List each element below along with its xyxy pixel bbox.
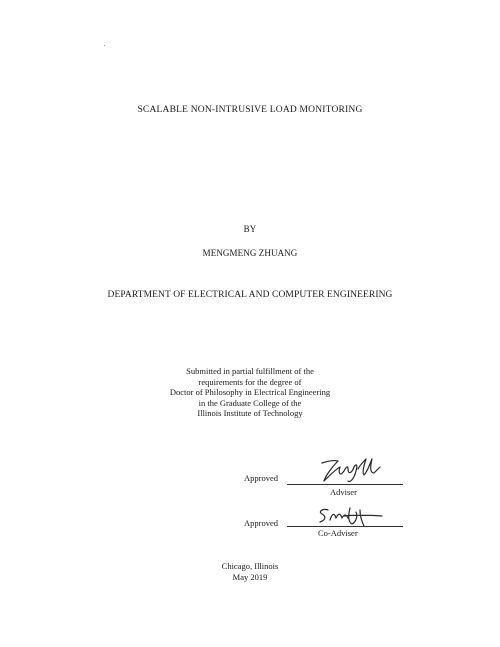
adviser-signature-line [287, 484, 403, 485]
location-and-date [0, 561, 500, 582]
co-adviser-role: Co-Adviser [318, 528, 358, 538]
submission-statement [0, 366, 500, 419]
date: May 2019 [232, 571, 268, 582]
submission-line: Submitted in partial fulfillment of the [186, 366, 314, 376]
co-adviser-signature [314, 504, 384, 528]
approved-label-adviser: Approved [244, 473, 278, 483]
location: Chicago, Illinois [221, 561, 279, 571]
author-name: MENGMENG ZHUANG [202, 248, 298, 258]
submission-line: in the Graduate College of the [198, 397, 302, 408]
by-label: BY [243, 224, 257, 234]
submission-line: Doctor of Philosophy in Electrical Engineering [169, 387, 331, 397]
department-name: DEPARTMENT OF ELECTRICAL AND COMPUTER ENGINEERING [107, 290, 393, 300]
adviser-role: Adviser [330, 487, 357, 497]
thesis-title: SCALABLE NON-INTRUSIVE LOAD MONITORING [137, 105, 363, 115]
adviser-signature [318, 455, 384, 485]
co-adviser-signature-line [287, 526, 403, 527]
submission-line: Illinois Institute of Technology [197, 408, 303, 418]
submission-line: requirements for the degree of [198, 376, 302, 387]
approved-label-co-adviser: Approved [244, 518, 278, 528]
scan-speck [104, 45, 105, 46]
